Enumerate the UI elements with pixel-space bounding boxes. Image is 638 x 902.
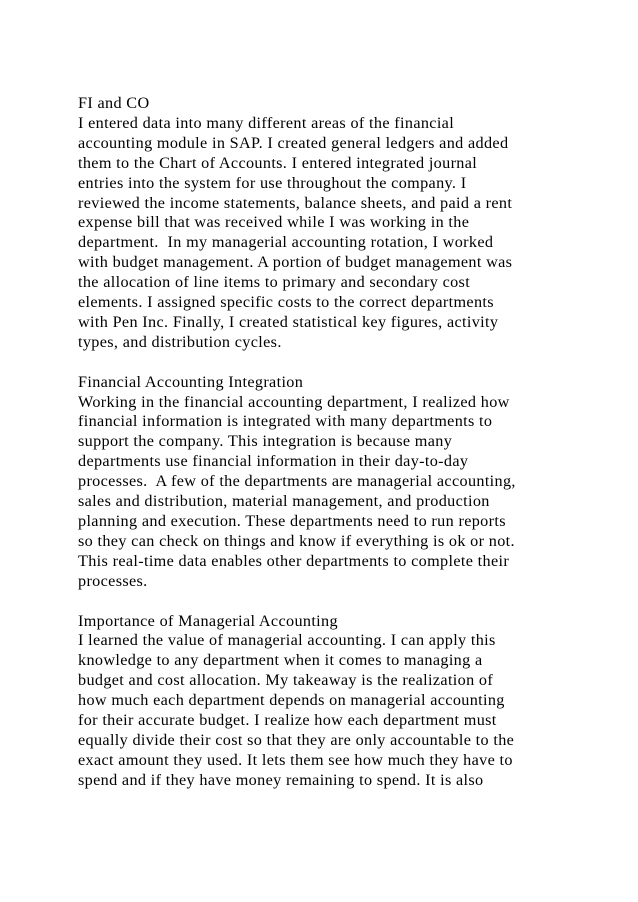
paragraph-line: so they can check on things and know if everything is ok or not.	[78, 531, 515, 550]
section-financial-accounting-integration	[78, 373, 618, 592]
paragraph-line: with budget management. A portion of budget management was	[78, 253, 513, 272]
paragraph-line: department. In my managerial accounting rotation, I worked	[78, 233, 494, 252]
paragraph-line: equally divide their cost so that they are only accountable to the	[78, 730, 515, 749]
paragraph-line: spend and if they have money remaining to spend. It is also	[78, 770, 484, 789]
paragraph-line: for their accurate budget. I realize how each department must	[78, 711, 497, 730]
paragraph-line: budget and cost allocation. My takeaway is the realization of	[78, 671, 494, 690]
paragraph-line: accounting module in SAP. I created general ledgers and added	[78, 133, 509, 152]
section-importance-of-managerial-accounting	[78, 612, 618, 791]
section-heading: FI and CO	[78, 94, 150, 112]
section-heading: Financial Accounting Integration	[78, 372, 304, 391]
paragraph-line: processes.	[78, 571, 148, 590]
document-body	[78, 94, 618, 791]
paragraph-line: types, and distribution cycles.	[78, 332, 282, 351]
paragraph-line: I learned the value of managerial accounting. I can apply this	[78, 631, 496, 650]
paragraph-line: financial information is integrated with many departments to	[78, 412, 493, 431]
section-fi-and-co	[78, 94, 618, 353]
section-heading: Importance of Managerial Accounting	[78, 611, 338, 630]
paragraph-line: knowledge to any department when it comes to managing a	[78, 651, 483, 670]
paragraph-line: reviewed the income statements, balance sheets, and paid a rent	[78, 193, 513, 212]
paragraph-line: expense bill that was received while I was working in the	[78, 213, 470, 232]
paragraph-line: them to the Chart of Accounts. I entered integrated journal	[78, 153, 478, 172]
paragraph-line: how much each department depends on managerial accounting	[78, 691, 505, 710]
paragraph-line: This real-time data enables other departments to complete their	[78, 551, 510, 570]
paragraph-line: sales and distribution, material management, and production	[78, 492, 490, 511]
paragraph-line: the allocation of line items to primary and secondary cost	[78, 273, 471, 292]
paragraph-line: support the company. This integration is because many	[78, 432, 453, 451]
paragraph-line: entries into the system for use throughout the company. I	[78, 173, 467, 192]
paragraph-gap	[78, 353, 618, 373]
paragraph-line: Working in the financial accounting department, I realized how	[78, 392, 510, 411]
paragraph-line: exact amount they used. It lets them see how much they have to	[78, 750, 513, 769]
paragraph-line: with Pen Inc. Finally, I created statistical key figures, activity	[78, 312, 499, 331]
paragraph-gap	[78, 592, 618, 612]
paragraph-line: elements. I assigned specific costs to the correct departments	[78, 293, 494, 312]
paragraph-line: departments use financial information in their day-to-day	[78, 452, 469, 471]
paragraph-line: planning and execution. These departments need to run reports	[78, 512, 506, 531]
paragraph-line: processes. A few of the departments are managerial accounting,	[78, 472, 516, 491]
paragraph-line: I entered data into many different areas of the financial	[78, 113, 455, 132]
